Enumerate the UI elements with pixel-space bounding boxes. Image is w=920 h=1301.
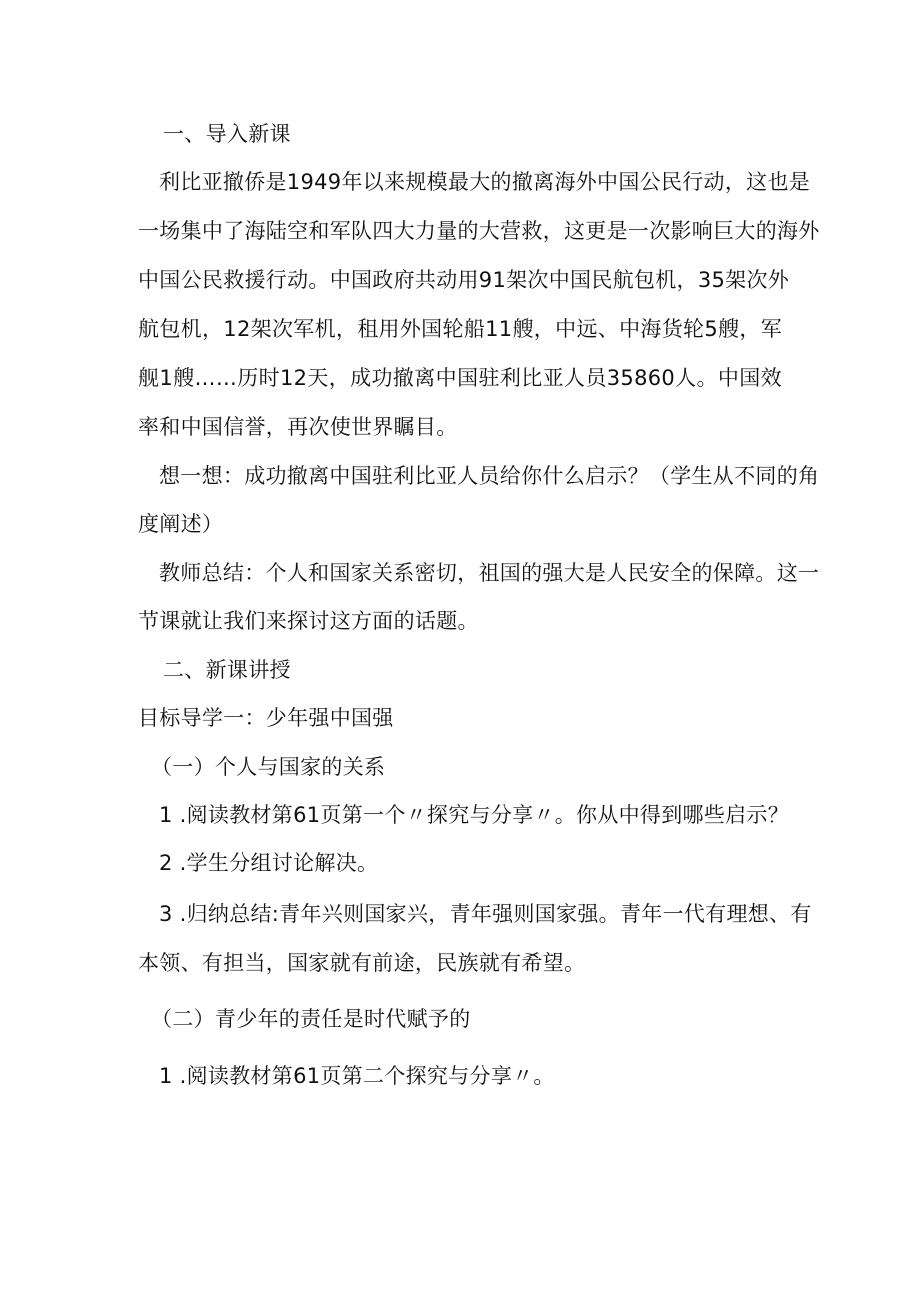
goal-heading: 目标导学一：少年强中国强 xyxy=(138,706,394,730)
list-item: 2 .学生分组讨论解决。 xyxy=(159,851,379,875)
think-question-line: 想一想：成功撤离中国驻利比亚人员给你什么启示？（学生从不同的角 xyxy=(159,464,820,488)
intro-paragraph-line: 一场集中了海陆空和军队四大力量的大营救，这更是一次影响巨大的海外 xyxy=(138,219,820,243)
section-heading-intro: 一、导入新课 xyxy=(163,122,291,146)
list-item: 1 .阅读教材第61页第一个〃探究与分享〃。你从中得到哪些启示？ xyxy=(159,803,790,827)
list-item: 1 .阅读教材第61页第二个探究与分享〃。 xyxy=(159,1064,555,1088)
think-question-line: 度阐述） xyxy=(138,512,224,536)
teacher-summary-line: 教师总结：个人和国家关系密切，祖国的强大是人民安全的保障。这一 xyxy=(159,561,820,585)
list-item-continuation: 本领、有担当，国家就有前途，民族就有希望。 xyxy=(138,951,586,975)
intro-paragraph-line: 舰1艘……历时12天，成功撤离中国驻利比亚人员35860人。中国效 xyxy=(138,366,782,390)
subsection-title: （一）个人与国家的关系 xyxy=(151,755,386,779)
list-item: 3 .归纳总结:青年兴则国家兴，青年强则国家强。青年一代有理想、有 xyxy=(159,902,812,926)
intro-paragraph-line: 航包机，12架次军机，租用外国轮船11艘，中远、中海货轮5艘，军 xyxy=(138,317,782,341)
intro-paragraph-line: 利比亚撤侨是1949年以来规模最大的撤离海外中国公民行动，这也是 xyxy=(159,170,811,194)
intro-paragraph-line: 率和中国信誉，再次使世界瞩目。 xyxy=(138,415,458,439)
subsection-title: （二）青少年的责任是时代赋予的 xyxy=(151,1007,471,1031)
intro-paragraph-line: 中国公民救援行动。中国政府共动用91架次中国民航包机，35架次外 xyxy=(138,268,790,292)
section-heading-new-lesson: 二、新课讲授 xyxy=(163,658,291,682)
teacher-summary-line: 节课就让我们来探讨这方面的话题。 xyxy=(138,609,479,633)
